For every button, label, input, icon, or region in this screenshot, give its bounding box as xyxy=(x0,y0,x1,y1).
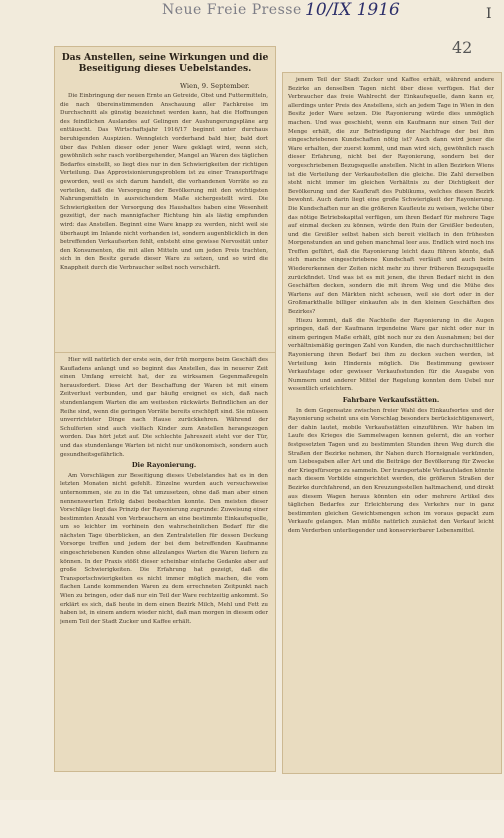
roman-numeral-mark: I xyxy=(486,6,492,22)
column-2-text xyxy=(288,76,494,766)
handwritten-date: 10/IX 1916 xyxy=(305,0,400,20)
article-title: Das Anstellen, seine Wirkungen und die Beseitigung dieses Uebelstandes. xyxy=(61,52,269,74)
article-dateline: Wien, 9. September. xyxy=(180,82,250,90)
paragraph: In dem Gegensatze zwischen freier Wahl des Einkaufsortes und der Rayonierung scheint uns ein Vorschlag besonders berücksichtigenswert, der dahin lautet, mobile Verkaufsstätten einzuführen. Wir haben im Laufe des Krieges die Sammelwagen kennen gelernt, die an vorher festgesetzten Tagen und zu bestimmten Stunden ihren Weg durch die Straßen der Bezirke nehmen, ihr Nahen durch Hornsignale verkünden, um Liebesgaben aller Art und die Beiträge der Bevölkerung für Zwecke der Kriegsfürsorge zu sammeln. Der transportable Verkaufsladen könnte nach diesem Vorbilde eingerichtet werden, die größeren Straßen der Bezirke durchfahrend, an den Kreuzungsstellen haltmachend, und direkt aus diesem Wagen heraus könnten ein oder mehrere Artikel des täglichen Bedarfes zur Erleichterung des Verkehrs nur in ganz bestimmten gleichen Gewichtsmengen schon im voraus gepackt zum Verkaufe gelangen. Man müßte natürlich zunächst den Verkauf leicht dem Verderben unterliegender und konservierbarer Lebensmittel. xyxy=(288,407,494,534)
paragraph: Die Einbringung der neuen Ernte an Getreide, Obst und Futtermitteln, die nach übereinstimmenden Anschauung aller Fachkreise im Durchschnitt als günstig bezeichnet werden kann, hat die Hoffnungen des feindlichen Auslandes auf Gelingen der Aushungerungspläne arg enttäuscht. Das Wirtschaftsjahr 1916/17 beginnt unter durchaus beruhigenden Auspizien. Wenngleich vorderhand bald hier, bald dort über das Fehlen dieser oder jener Ware geklagt wird, wenn sich, gewöhnlich sehr rasch vorübergehender, Mangel an Waren des täglichen Bedarfes einstellt, so liegt dies nur in den Schwierigkeiten der richtigen Verteilung. Das Approvisionierungsproblem ist zu einer Transportfrage geworden, weil es sich darum handelt, die vorhandenen Vorräte so zu verteilen, daß die Versorgung der Bevölkerung mit den wichtigsten Nahrungsmitteln in ausreichendem Maße sichergestellt wird. Die Schwierigkeiten der Versorgung des Haushaltes haben eine Wesenheit gezeitigt, der nach mannigfacher Richtung hin als lästig empfunden wird: das Anstellen. Beginnt eine Ware knapp zu werden, nicht weil sie überhaupt im Inlande nicht vorhanden ist, sondern augenblicklich in den betreffenden Verkaufsorten fehlt, entsteht eine gewisse Nervosität unter den Konsumenten, die mit allen Mitteln und um jeden Preis trachten, sich in den Besitz gerade dieser Ware zu setzen, und so wird die Knappheit durch die Verbraucher selbst noch verschärft. xyxy=(60,93,268,271)
bottom-margin xyxy=(0,800,504,838)
paragraph: Am Vorschlägen zur Beseitigung dieses Uebelstandes hat es in den letzten Monaten nicht gefehlt. Einzelne wurden auch versuchsweise unternommen, sie zu in die Tat umzusetzen, ohne daß man aber einen nennenswerten Erfolg dabei beobachten konnte. Den meisten dieser Vorschläge liegt das Prinzip der Rayonierung zugrunde: Zuweisung einer bestimmten Anzahl von Verbrauchern an eine bestimmte Einkaufsquelle, um so leichter im vorhinein den wahrscheinlichen Bedarf für die nächsten Tage überblicken, an den Zentralstellen für dessen Deckung Vorsorge treffen und jedem der bei dem betreffenden Kaufmanne eingeschriebenen Kunden ohne allzulanges Warten die Waren liefern zu können. In der Praxis stößt dieser scheinbar einfache Gedanke aber auf große Schwierigkeiten. Die Erfahrung hat gezeigt, daß die Transportschwierigkeiten es nicht immer möglich machen, die vom flachen Lande kommenden Waren zu dem errechneten Zeitpunkt nach Wien zu bringen, oder daß nur ein Teil der Ware rechtzeitig ankommt. So erklärt es sich, daß heute in dem einen Bezirk Milch, Mehl und Fett zu haben ist, in einem andern wieder nicht, daß man morgen in diesem oder jenem Teil der Stadt Zucker und Kaffee erhält. xyxy=(60,472,268,625)
newspaper-header xyxy=(150,0,450,26)
paragraph: jenem Teil der Stadt Zucker und Kaffee erhält, während andere Bezirke an denselben Tagen nicht über diese verfügen. Hat der Verbraucher das freie Wahlrecht der Einkaufsquelle, dann kann er, allerdings unter Preis des Anstellens, sich an jedem Tage in Wien in den Besitz jeder Ware setzen. Die Rayonierung würde dies unmöglich machen. Und was geschieht, wenn ein Kaufmann nur einen Teil der Menge erhält, die zur Befriedigung der Nachfrage der bei ihm eingeschriebenen Kundschaften nötig ist? Auch dann wird jener die Ware erhalten, der zuerst kommt, und man wird sich, gewöhnlich rasch dieser Erfahrung, nicht bei der Rayonierung, sondern bei der vorgeschriebenen Bezugsquelle anstellen. Nicht in allen Bezirken Wiens ist die Verteilung der Verkaufsstellen die gleiche. Die Zahl derselben steht nicht immer im gleichen Verhältnis zu der Dichtigkeit der Bevölkerung und der Kaufkraft des Publikums, welches diesen Bezirk bewohnt. Auch darin liegt eine große Schwierigkeit der Rayonierung. Die Kundschaften nur an die größeren Kaufleute zu weisen, welche über das nötige Betriebskapital verfügen, um ihren Bedarf für mehrere Tage auf einmal decken zu können, würde den Ruin der Greißler bedeuten, und die Greißler selbst haben sich bereit vielfach in den frühesten Morgenstunden an und gehen manchmal leer aus. Endlich wird noch ins Treffen geführt, daß die Rayonierung leicht dazu führen könnte, daß sich manche eingeschriebene Kundschaft verläuft und auch beim Wiedererkennen der Zeiten nicht mehr zu ihrer früheren Bezugsquelle zurückfindet. Und was ist es mit jenen, die ihren Bedarf nicht in den Geschäften decken, sondern die mit ihrem Weg und die Mühe des Wartens auf den Märkten nicht scheuen, weil sie dort oder in der Großmarkthalle billiger einkaufen als in den kleinen Geschäften des Bezirkes? xyxy=(288,77,494,316)
subheading-rayonierung: Die Rayonierung. xyxy=(131,461,197,470)
paragraph: Hier will natürlich der erste sein, der früh morgens beim Geschäft des Kaufladens anlangt und so beginnt das Anstellen, das in neuerer Zeit einen Umfang erreicht hat, der zu wirksamen Gegenmaßregeln herausfordert. Diese Art der Beschaffung der Waren ist mit einem Zeitverlust verbunden, und gar häufig ereignet es sich, daß nach stundenlangem Warten die am weitesten rückwärts Befindlichen an der Reihe sind, wenn die geringen Vorräte bereits erschöpft sind. Sie müssen unverrichteter Dinge nach Hause zurückkehren. Während der Schulferien sind auch vielfach Kinder zum Anstellen herangezogen worden. Das hört jetzt auf. Die schlechte Jahreszeit steht vor der Tür, und das stundenlange Warten ist nicht nur unökonomisch, sondern auch gesundheitsgefährlich. xyxy=(60,357,268,458)
column-1-text-bottom xyxy=(60,356,268,766)
column-1-text-top xyxy=(60,92,268,348)
page-number: 42 xyxy=(452,38,473,57)
subheading-fahrbare-verkaufsstaetten: Fahrbare Verkaufsstätten. xyxy=(342,395,440,404)
newspaper-name: Neue Freie Presse xyxy=(162,2,302,18)
paragraph: Hiezu kommt, daß die Nachteile der Rayonierung in die Augen springen, daß der Kaufmann irgendeine Ware gar nicht oder nur in einem geringen Maße erhält, gibt noch nur zu den Ausnahmen; bei der verhältnismäßig geringen Zahl von Kunden, die nach durchschnittlicher Rayonierung ihren Bedarf bei ihm zu decken suchen werden, ist Verteilung kein Hindernis möglich. Die Bestimmung gewisser Verkaufstage oder gewisser Verkaufsstunden für die Ausgabe von Nummern und anderer Mittel der Regelung konnten dem Uebel nur wesentlich erleichtern. xyxy=(288,317,494,393)
